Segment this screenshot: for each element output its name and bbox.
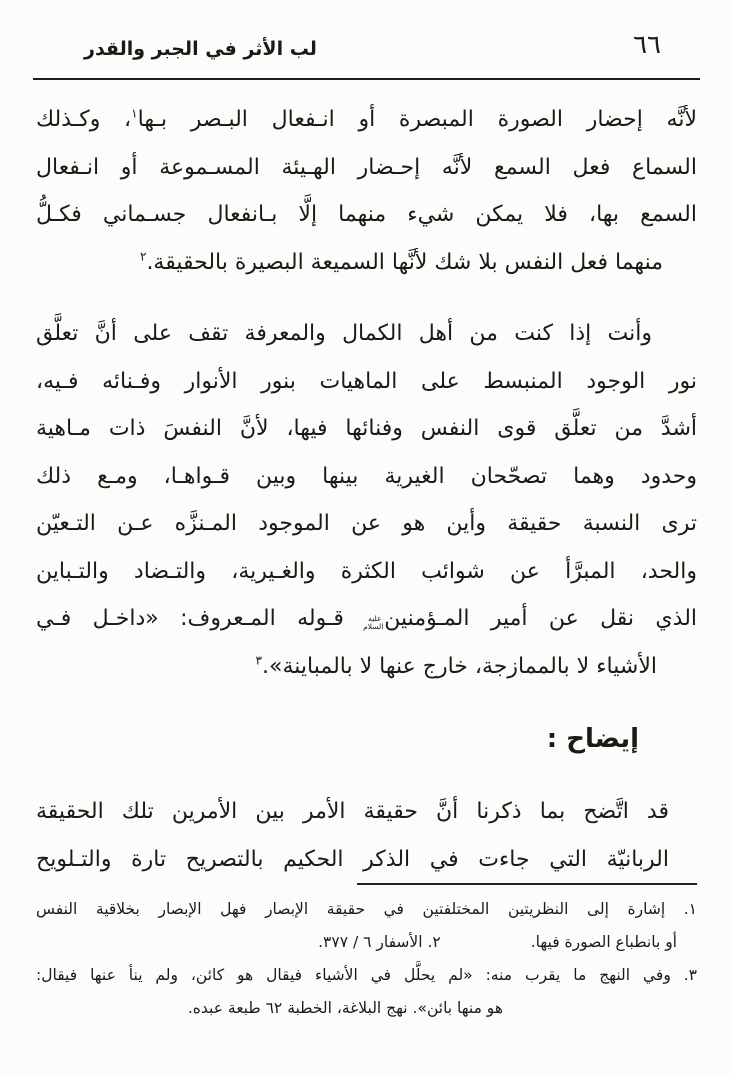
- book-title: لب الأثر في الجبر والقدر: [84, 38, 317, 60]
- text-segment: وأنت إذا كنت من أهل الكمال والمعرفة تقف على أنَّ تعلَّق: [36, 321, 652, 346]
- running-header: [0, 0, 733, 82]
- footnote-ref: ١: [131, 106, 138, 121]
- section-heading: إيضاح :: [546, 724, 639, 754]
- text-line: [36, 500, 697, 548]
- footnote-text: هو منها بائن». نهج البلاغة، الخطبة ٦٢ طبعة عبده.: [187, 999, 503, 1017]
- footnote-line: [36, 926, 697, 959]
- footnote-text: ٣. وفي النهج ما يقرب منه: «لم يحلَّل في الأشياء فيقال هو كائن، ولم ينأ عنها فيقال:: [36, 966, 697, 984]
- text-line: [36, 643, 697, 691]
- text-line: [36, 191, 697, 239]
- body-text: [36, 96, 697, 883]
- text-line: [36, 836, 697, 884]
- footnote-1-continuation: أو بانطباع الصورة فيها.: [530, 933, 677, 951]
- text-segment: نور الوجود المنبسط على الماهيات بنور الأنوار وفـنائه فـيه،: [36, 368, 697, 394]
- text-segment: السمع بها، فلا يمكن شيء منهما إلَّا بـانفعال جسـماني فكـلُّ: [36, 202, 697, 227]
- text-segment: والحد، المبرَّأ عن شوائب الكثرة والغـيرية، والتـضاد والتـباين: [36, 558, 697, 584]
- text-segment: الذي نقل عن أمير المـؤمنين: [384, 606, 698, 631]
- text-segment: ترى النسبة حقيقة وأين هو عن الموجود المـنزَّه عـن التـعيّن: [36, 511, 697, 536]
- honorific-alayhi-salam-icon: عليه السلام: [363, 614, 384, 631]
- text-segment: قد اتَّضح بما ذكرنا أنَّ حقيقة الأمر بين الأمرين تلك الحقيقة: [36, 799, 669, 824]
- text-line: [36, 595, 697, 643]
- footnote-line: [36, 992, 697, 1025]
- text-segment: قـوله المـعروف: «داخـل فـي: [36, 606, 366, 631]
- text-segment: لأنَّه إحضار الصورة المبصرة أو انـفعال البـصر بـها: [137, 107, 698, 132]
- footnotes: [36, 883, 697, 1025]
- footnote-rows: [36, 893, 697, 1025]
- text-segment: الأشياء لا بالممازجة، خارج عنها لا بالمباينة».: [262, 653, 657, 679]
- text-line: [36, 144, 697, 192]
- text-segment: أشدَّ من تعلَّق قوى النفس وفنائها فيها، لأنَّ النفسَ ذات مـاهية: [36, 416, 697, 441]
- text-line: [36, 358, 697, 406]
- footnote-line: [36, 893, 697, 926]
- text-line: [36, 239, 697, 287]
- text-line: [36, 310, 697, 358]
- text-line: [36, 788, 697, 836]
- text-segment: السماع فعل السمع لأنَّه إحـضار الهـيئة المسـموعة أو انـفعال: [36, 154, 697, 180]
- footnote-text: ١. إشارة إلى النظريتين المختلفتين في حقيقة الإبصار فهل الإبصار بخلاقية النفس: [36, 900, 697, 918]
- text-line: [36, 548, 697, 596]
- text-segment: وحدود وهما تصحّحان الغيرية بينها وبين قـواهـا، ومـع ذلك: [36, 463, 697, 489]
- footnote-separator-rule: [357, 883, 697, 885]
- paragraph-2: [36, 310, 697, 690]
- header-rule: [33, 78, 700, 80]
- text-line: [36, 453, 697, 501]
- footnote-line: [36, 959, 697, 992]
- text-segment: الربانيّة التي جاءت في الذكر الحكيم بالتصريح تارة والتـلويح: [36, 846, 669, 872]
- text-segment: ، وكـذلك: [36, 107, 132, 132]
- footnote-ref: ٢: [139, 249, 147, 264]
- page-number: ٦٦: [633, 30, 661, 60]
- paragraph-1: [36, 96, 697, 286]
- footnote-2: ٢. الأسفار ٦ / ٣٧٧.: [318, 933, 441, 951]
- footnote-ref: ٣: [255, 653, 263, 668]
- text-segment: منهما فعل النفس بلا شك لأنَّها السميعة البصيرة بالحقيقة.: [146, 249, 663, 275]
- text-line: [36, 96, 697, 144]
- text-line: [36, 405, 697, 453]
- paragraph-3: [36, 788, 697, 883]
